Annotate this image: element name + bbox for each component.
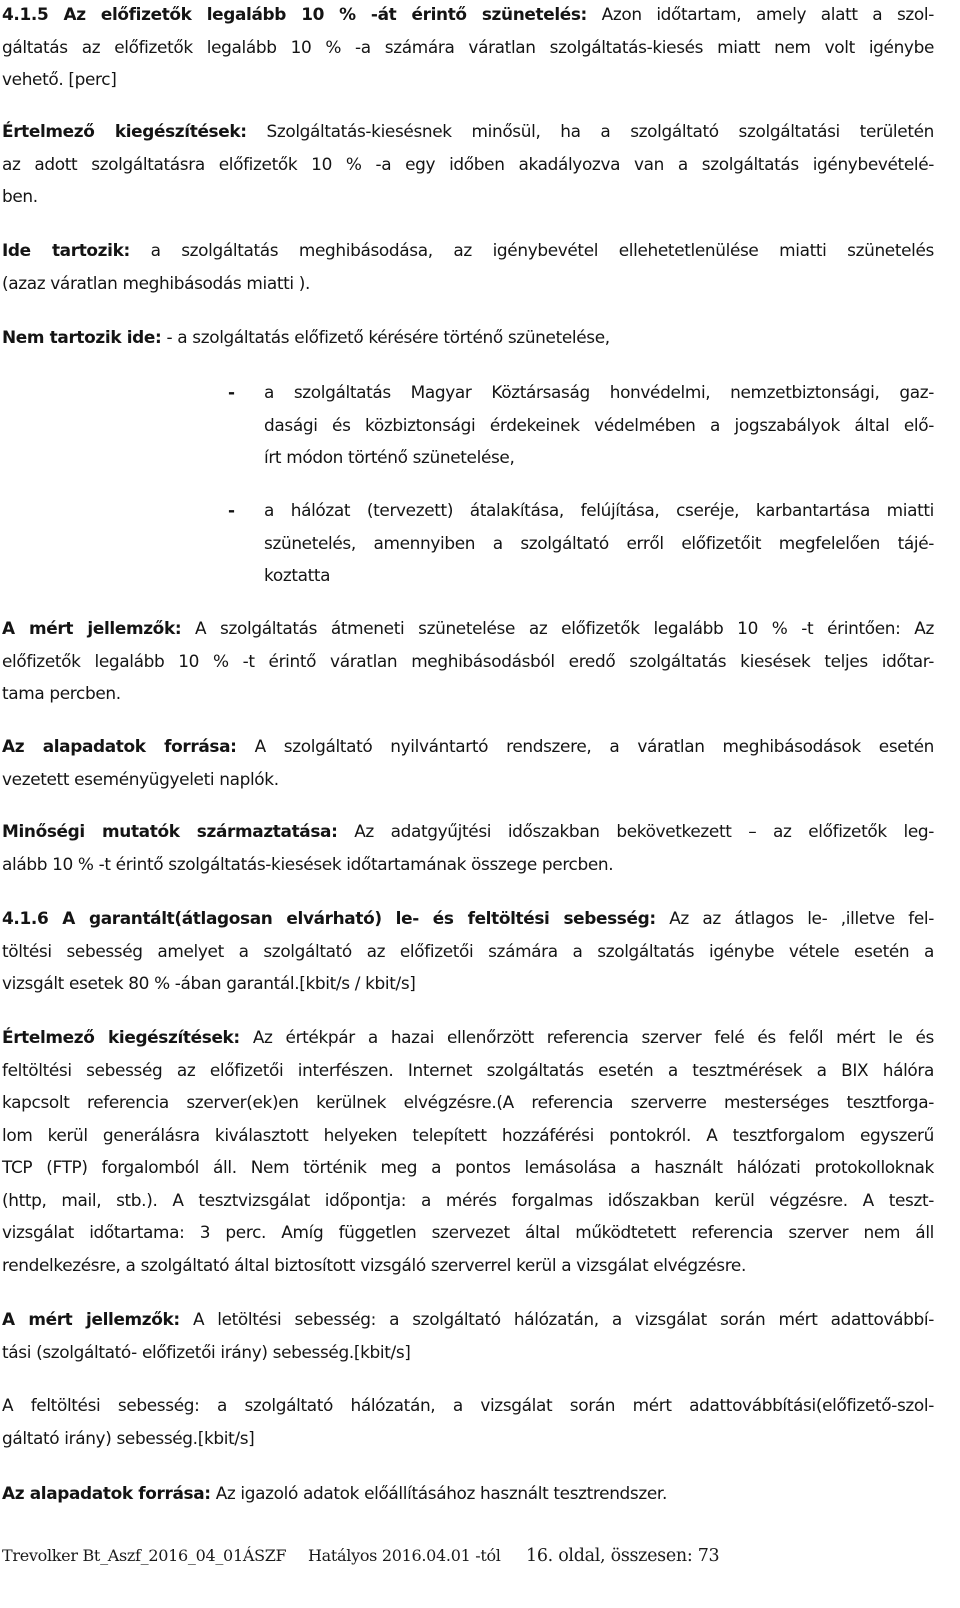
excludes-paragraph <box>2 321 934 354</box>
paragraph-label: Az alapadatok forrása: <box>2 736 237 756</box>
paragraph-line: tási (szolgáltató- előfizetői irány) sebesség.[kbit/s] <box>2 1341 411 1362</box>
interpretive-notes-1 <box>2 115 934 213</box>
upload-speed-paragraph <box>2 1389 934 1454</box>
footer-document-name: Trevolker Bt_Aszf_2016_04_01ÁSZF <box>2 1546 287 1565</box>
paragraph-line: töltési sebesség amelyet a szolgáltató az előfizetői számára a szolgáltatás igénybe vétele esetén a <box>2 940 934 961</box>
list-bullet: - <box>228 382 235 402</box>
measured-characteristics-2 <box>2 1303 934 1368</box>
paragraph-label: Nem tartozik ide: <box>2 327 162 347</box>
paragraph-text: Azon időtartam, amely alatt a szol- <box>601 4 934 24</box>
paragraph-line: (http, mail, stb.). A tesztvizsgálat időpontja: a mérés forgalmas időszakban kerül végzésre. A teszt- <box>2 1189 934 1210</box>
paragraph-text: A szolgáltatás átmeneti szünetelése az előfizetők legalább 10 % -t érintően: Az <box>195 618 934 638</box>
data-source-1 <box>2 730 934 795</box>
list-bullet: - <box>228 500 235 520</box>
paragraph-text: Az adatgyűjtési időszakban bekövetkezett – az előfizetők leg- <box>354 821 934 841</box>
paragraph-line: ben. <box>2 186 38 206</box>
paragraph-line: rendelkezésre, a szolgáltató által biztosított vizsgáló szerverrel kerül a vizsgálat elvégzésre. <box>2 1254 746 1275</box>
includes-paragraph <box>2 234 934 299</box>
paragraph-line: előfizetők legalább 10 % -t érintő váratlan meghibásodásból eredő szolgáltatás kiesések teljes időtar- <box>2 650 934 671</box>
paragraph-text: Szolgáltatás-kiesésnek minősül, ha a szolgáltató szolgáltatási területén <box>266 121 934 141</box>
paragraph-text: Az az átlagos le- ,illetve fel- <box>669 908 934 928</box>
paragraph-text: Az igazoló adatok előállításához használt tesztrendszer. <box>215 1483 667 1503</box>
paragraph-line: az adott szolgáltatásra előfizetők 10 % -a egy időben akadályozva van a szolgáltatás igénybevételé- <box>2 153 934 174</box>
paragraph-label: A mért jellemzők: <box>2 1309 180 1329</box>
paragraph-label: Értelmező kiegészítések: <box>2 1027 240 1047</box>
paragraph-line: TCP (FTP) forgalomból áll. Nem történik meg a pontos lemásolása a használt hálózati protokolloknak <box>2 1157 934 1177</box>
paragraph-line: feltöltési sebesség az előfizetői interfészen. Internet szolgáltatás esetén a tesztmérések a BIX hálóra <box>2 1059 934 1080</box>
quality-indicator-derivation <box>2 815 934 880</box>
paragraph-line: A feltöltési sebesség: a szolgáltató hálózatán, a vizsgálat során mért adattovábbítási(előfizető-szol- <box>2 1395 934 1415</box>
paragraph-line: vizsgált esetek 80 % -ában garantál.[kbit/s / kbit/s] <box>2 973 416 993</box>
interpretive-notes-2 <box>2 1021 934 1281</box>
paragraph-text: Az értékpár a hazai ellenőrzött referencia szerver felé és felől mért le és <box>252 1027 934 1047</box>
paragraph-line: gáltató irány) sebesség.[kbit/s] <box>2 1427 255 1448</box>
paragraph-line: tama percben. <box>2 683 121 703</box>
list-item-line: írt módon történő szünetelése, <box>264 447 515 467</box>
paragraph-line: gáltatás az előfizetők legalább 10 % -a számára váratlan szolgáltatás-kiesés miatt nem volt igénybe <box>2 36 934 57</box>
page-footer <box>2 1546 934 1572</box>
section-4-1-6 <box>2 902 934 1000</box>
measured-characteristics-1 <box>2 612 934 710</box>
list-item-line: koztatta <box>264 565 331 585</box>
section-heading: 4.1.5 Az előfizetők legalább 10 % -át érintő szünetelés: <box>2 4 587 24</box>
paragraph-label: A mért jellemzők: <box>2 618 182 638</box>
paragraph-line: vizsgálat időtartama: 3 perc. Amíg független szervezet által működtetett referencia szerver nem áll <box>2 1222 934 1242</box>
section-heading: 4.1.6 A garantált(átlagosan elvárható) le- és feltöltési sebesség: <box>2 908 656 928</box>
list-item-line: a hálózat (tervezett) átalakítása, felújítása, cseréje, karbantartása miatti <box>264 500 934 520</box>
data-source-2 <box>2 1477 934 1510</box>
paragraph-label: Ide tartozik: <box>2 240 130 260</box>
list-item-line: dasági és közbiztonsági érdekeinek védelmében a jogszabályok által elő- <box>264 414 934 435</box>
paragraph-line: (azaz váratlan meghibásodás miatti ). <box>2 272 310 293</box>
paragraph-text: A letöltési sebesség: a szolgáltató hálózatán, a vizsgálat során mért adattovábbí- <box>192 1309 934 1329</box>
paragraph-text: a szolgáltatás meghibásodása, az igénybevétel ellehetetlenülése miatti szünetelés <box>150 240 934 260</box>
footer-page-number: 16. oldal, összesen: 73 <box>526 1546 720 1566</box>
paragraph-line: vehető. [perc] <box>2 69 117 89</box>
footer-effective-date: Hatályos 2016.04.01 -tól <box>308 1546 501 1565</box>
paragraph-text: A szolgáltató nyilvántartó rendszere, a váratlan meghibásodások esetén <box>254 736 934 756</box>
paragraph-line: lom kerül generálásra kiválasztott helyeken telepített hozzáférési pontokról. A tesztforgalom egyszerű <box>2 1124 934 1145</box>
paragraph-label: Az alapadatok forrása: <box>2 1483 211 1503</box>
paragraph-text: - a szolgáltatás előfizető kérésére történő szünetelése, <box>166 327 610 347</box>
paragraph-label: Minőségi mutatók származtatása: <box>2 821 338 841</box>
list-item-line: a szolgáltatás Magyar Köztársaság honvédelmi, nemzetbiztonsági, gaz- <box>264 382 934 402</box>
section-4-1-5 <box>2 0 934 96</box>
paragraph-label: Értelmező kiegészítések: <box>2 121 247 141</box>
paragraph-line: alább 10 % -t érintő szolgáltatás-kiesések időtartamának összege percben. <box>2 853 614 874</box>
list-item-line: szünetelés, amennyiben a szolgáltató erről előfizetőit megfelelően tájé- <box>264 532 934 553</box>
paragraph-line: vezetett eseményügyeleti naplók. <box>2 768 279 789</box>
paragraph-line: kapcsolt referencia szerver(ek)en kerülnek elvégzésre.(A referencia szerverre mesterséges tesztforga- <box>2 1092 934 1112</box>
